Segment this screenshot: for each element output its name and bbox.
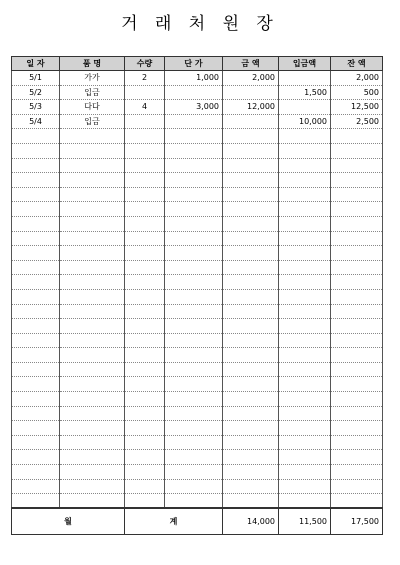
total-amount: 14,000 xyxy=(223,508,279,534)
empty-cell xyxy=(60,275,125,290)
empty-cell xyxy=(279,450,331,465)
cell-deposit: 1,500 xyxy=(279,85,331,100)
empty-cell xyxy=(12,406,60,421)
total-balance: 17,500 xyxy=(331,508,383,534)
cell-date: 5/1 xyxy=(12,71,60,86)
empty-table-row xyxy=(12,304,383,319)
empty-cell xyxy=(279,202,331,217)
empty-cell xyxy=(125,362,165,377)
empty-table-row xyxy=(12,435,383,450)
cell-amount xyxy=(223,114,279,129)
empty-cell xyxy=(223,246,279,261)
empty-cell xyxy=(125,465,165,480)
empty-table-row xyxy=(12,289,383,304)
empty-table-row xyxy=(12,494,383,509)
empty-cell xyxy=(12,362,60,377)
empty-table-row xyxy=(12,158,383,173)
empty-cell xyxy=(12,494,60,509)
empty-cell xyxy=(125,435,165,450)
empty-cell xyxy=(60,435,125,450)
empty-cell xyxy=(12,129,60,144)
empty-cell xyxy=(125,479,165,494)
empty-cell xyxy=(165,406,223,421)
empty-cell xyxy=(279,158,331,173)
cell-date: 5/3 xyxy=(12,100,60,115)
cell-balance: 500 xyxy=(331,85,383,100)
empty-cell xyxy=(125,494,165,509)
empty-cell xyxy=(223,319,279,334)
empty-cell xyxy=(60,129,125,144)
cell-deposit xyxy=(279,71,331,86)
empty-table-row xyxy=(12,421,383,436)
empty-cell xyxy=(12,216,60,231)
empty-table-row xyxy=(12,275,383,290)
empty-cell xyxy=(279,421,331,436)
header-deposit: 입금액 xyxy=(279,57,331,71)
empty-table-row xyxy=(12,216,383,231)
cell-deposit xyxy=(279,100,331,115)
empty-table-row xyxy=(12,348,383,363)
empty-cell xyxy=(279,304,331,319)
empty-cell xyxy=(331,202,383,217)
empty-table-row xyxy=(12,319,383,334)
empty-cell xyxy=(223,260,279,275)
empty-cell xyxy=(165,231,223,246)
header-date: 일 자 xyxy=(12,57,60,71)
empty-cell xyxy=(279,435,331,450)
empty-cell xyxy=(223,450,279,465)
empty-cell xyxy=(12,260,60,275)
empty-cell xyxy=(223,216,279,231)
empty-cell xyxy=(223,406,279,421)
empty-cell xyxy=(223,289,279,304)
empty-cell xyxy=(125,392,165,407)
cell-date: 5/2 xyxy=(12,85,60,100)
ledger-table xyxy=(11,56,383,535)
empty-table-row xyxy=(12,465,383,480)
empty-cell xyxy=(279,392,331,407)
empty-cell xyxy=(12,319,60,334)
empty-cell xyxy=(165,246,223,261)
empty-cell xyxy=(331,392,383,407)
empty-cell xyxy=(12,348,60,363)
empty-cell xyxy=(165,304,223,319)
empty-cell xyxy=(279,187,331,202)
empty-cell xyxy=(331,187,383,202)
cell-amount: 12,000 xyxy=(223,100,279,115)
empty-cell xyxy=(60,406,125,421)
empty-cell xyxy=(165,362,223,377)
cell-deposit: 10,000 xyxy=(279,114,331,129)
empty-cell xyxy=(331,435,383,450)
empty-cell xyxy=(125,377,165,392)
empty-cell xyxy=(223,202,279,217)
empty-cell xyxy=(165,187,223,202)
empty-cell xyxy=(165,289,223,304)
empty-cell xyxy=(331,158,383,173)
empty-cell xyxy=(165,392,223,407)
empty-cell xyxy=(279,246,331,261)
empty-cell xyxy=(60,143,125,158)
empty-cell xyxy=(331,406,383,421)
empty-cell xyxy=(125,406,165,421)
empty-cell xyxy=(331,465,383,480)
empty-cell xyxy=(331,143,383,158)
total-label-sum: 계 xyxy=(125,508,223,534)
empty-table-row xyxy=(12,450,383,465)
cell-unit-price xyxy=(165,114,223,129)
empty-table-row xyxy=(12,246,383,261)
empty-cell xyxy=(60,289,125,304)
empty-cell xyxy=(60,479,125,494)
empty-cell xyxy=(223,392,279,407)
empty-cell xyxy=(12,275,60,290)
empty-cell xyxy=(60,260,125,275)
empty-cell xyxy=(331,246,383,261)
empty-cell xyxy=(12,173,60,188)
empty-cell xyxy=(165,377,223,392)
empty-cell xyxy=(125,173,165,188)
empty-cell xyxy=(223,479,279,494)
cell-quantity xyxy=(125,114,165,129)
empty-table-row xyxy=(12,333,383,348)
empty-cell xyxy=(331,333,383,348)
total-row xyxy=(12,508,383,534)
total-label-month: 월 xyxy=(12,508,125,534)
empty-cell xyxy=(60,319,125,334)
cell-quantity: 2 xyxy=(125,71,165,86)
empty-cell xyxy=(60,392,125,407)
empty-cell xyxy=(60,348,125,363)
empty-cell xyxy=(279,362,331,377)
empty-cell xyxy=(60,333,125,348)
cell-item: 다다 xyxy=(60,100,125,115)
empty-cell xyxy=(165,275,223,290)
table-row xyxy=(12,114,383,129)
empty-cell xyxy=(331,421,383,436)
empty-cell xyxy=(165,494,223,509)
empty-cell xyxy=(223,187,279,202)
empty-cell xyxy=(331,377,383,392)
empty-cell xyxy=(223,435,279,450)
empty-cell xyxy=(279,348,331,363)
empty-cell xyxy=(331,173,383,188)
empty-cell xyxy=(125,187,165,202)
table-row xyxy=(12,71,383,86)
empty-cell xyxy=(279,260,331,275)
empty-cell xyxy=(223,304,279,319)
empty-table-row xyxy=(12,202,383,217)
empty-cell xyxy=(60,158,125,173)
empty-cell xyxy=(12,392,60,407)
empty-cell xyxy=(12,333,60,348)
empty-cell xyxy=(223,275,279,290)
empty-cell xyxy=(60,304,125,319)
cell-amount xyxy=(223,85,279,100)
empty-cell xyxy=(279,216,331,231)
empty-cell xyxy=(60,494,125,509)
empty-cell xyxy=(331,260,383,275)
empty-cell xyxy=(125,129,165,144)
empty-cell xyxy=(279,275,331,290)
empty-cell xyxy=(331,275,383,290)
empty-table-row xyxy=(12,362,383,377)
empty-cell xyxy=(279,465,331,480)
empty-cell xyxy=(125,231,165,246)
empty-cell xyxy=(223,362,279,377)
empty-cell xyxy=(223,173,279,188)
empty-cell xyxy=(279,129,331,144)
empty-cell xyxy=(12,143,60,158)
empty-table-row xyxy=(12,173,383,188)
empty-table-row xyxy=(12,143,383,158)
empty-cell xyxy=(125,275,165,290)
empty-cell xyxy=(12,231,60,246)
empty-table-row xyxy=(12,479,383,494)
empty-table-row xyxy=(12,129,383,144)
empty-table-row xyxy=(12,392,383,407)
empty-cell xyxy=(12,187,60,202)
cell-quantity: 4 xyxy=(125,100,165,115)
empty-cell xyxy=(279,479,331,494)
empty-cell xyxy=(60,421,125,436)
header-amount: 금 액 xyxy=(223,57,279,71)
header-unit-price: 단 가 xyxy=(165,57,223,71)
empty-cell xyxy=(279,333,331,348)
empty-cell xyxy=(12,465,60,480)
cell-unit-price xyxy=(165,85,223,100)
cell-item: 입금 xyxy=(60,85,125,100)
empty-cell xyxy=(223,129,279,144)
empty-cell xyxy=(223,231,279,246)
empty-cell xyxy=(331,231,383,246)
empty-cell xyxy=(165,435,223,450)
empty-cell xyxy=(60,216,125,231)
table-row xyxy=(12,85,383,100)
empty-cell xyxy=(60,187,125,202)
empty-cell xyxy=(60,246,125,261)
empty-cell xyxy=(331,450,383,465)
empty-cell xyxy=(125,289,165,304)
table-row xyxy=(12,100,383,115)
empty-cell xyxy=(279,494,331,509)
empty-cell xyxy=(165,216,223,231)
cell-unit-price: 1,000 xyxy=(165,71,223,86)
empty-cell xyxy=(12,202,60,217)
empty-cell xyxy=(331,479,383,494)
empty-cell xyxy=(165,421,223,436)
cell-unit-price: 3,000 xyxy=(165,100,223,115)
empty-cell xyxy=(125,304,165,319)
empty-cell xyxy=(331,289,383,304)
empty-cell xyxy=(125,333,165,348)
empty-cell xyxy=(12,289,60,304)
cell-quantity xyxy=(125,85,165,100)
empty-cell xyxy=(279,289,331,304)
empty-cell xyxy=(331,348,383,363)
empty-cell xyxy=(331,216,383,231)
empty-cell xyxy=(12,246,60,261)
empty-cell xyxy=(223,333,279,348)
empty-cell xyxy=(60,202,125,217)
empty-cell xyxy=(331,129,383,144)
cell-balance: 12,500 xyxy=(331,100,383,115)
empty-cell xyxy=(165,465,223,480)
empty-cell xyxy=(12,435,60,450)
empty-cell xyxy=(279,143,331,158)
empty-cell xyxy=(165,450,223,465)
empty-cell xyxy=(12,158,60,173)
empty-cell xyxy=(165,158,223,173)
empty-cell xyxy=(60,231,125,246)
empty-cell xyxy=(12,304,60,319)
empty-table-row xyxy=(12,231,383,246)
empty-cell xyxy=(60,362,125,377)
empty-cell xyxy=(125,246,165,261)
empty-cell xyxy=(331,494,383,509)
empty-cell xyxy=(165,173,223,188)
page-title: 거 래 처 원 장 xyxy=(121,14,279,34)
empty-cell xyxy=(223,465,279,480)
header-balance: 잔 액 xyxy=(331,57,383,71)
cell-item: 입금 xyxy=(60,114,125,129)
empty-cell xyxy=(125,216,165,231)
empty-table-row xyxy=(12,406,383,421)
empty-cell xyxy=(165,260,223,275)
header-row xyxy=(12,57,383,71)
empty-cell xyxy=(331,304,383,319)
empty-cell xyxy=(125,143,165,158)
empty-cell xyxy=(12,421,60,436)
cell-balance: 2,500 xyxy=(331,114,383,129)
empty-cell xyxy=(60,173,125,188)
empty-cell xyxy=(12,450,60,465)
empty-cell xyxy=(223,377,279,392)
empty-cell xyxy=(223,348,279,363)
cell-date: 5/4 xyxy=(12,114,60,129)
empty-table-row xyxy=(12,187,383,202)
empty-cell xyxy=(165,333,223,348)
empty-cell xyxy=(279,231,331,246)
total-deposit: 11,500 xyxy=(279,508,331,534)
empty-table-row xyxy=(12,260,383,275)
header-quantity: 수량 xyxy=(125,57,165,71)
empty-cell xyxy=(165,348,223,363)
empty-cell xyxy=(223,158,279,173)
empty-cell xyxy=(331,319,383,334)
empty-cell xyxy=(279,319,331,334)
empty-cell xyxy=(165,479,223,494)
header-item: 품 명 xyxy=(60,57,125,71)
empty-cell xyxy=(12,479,60,494)
cell-balance: 2,000 xyxy=(331,71,383,86)
empty-cell xyxy=(223,143,279,158)
empty-cell xyxy=(125,202,165,217)
empty-cell xyxy=(165,202,223,217)
empty-cell xyxy=(125,158,165,173)
empty-cell xyxy=(125,260,165,275)
empty-cell xyxy=(331,362,383,377)
empty-cell xyxy=(12,377,60,392)
empty-cell xyxy=(279,173,331,188)
empty-cell xyxy=(60,465,125,480)
empty-cell xyxy=(165,129,223,144)
empty-cell xyxy=(60,377,125,392)
empty-cell xyxy=(279,406,331,421)
empty-cell xyxy=(165,319,223,334)
empty-cell xyxy=(125,319,165,334)
cell-item: 가가 xyxy=(60,71,125,86)
empty-cell xyxy=(125,348,165,363)
empty-cell xyxy=(223,421,279,436)
empty-cell xyxy=(165,143,223,158)
cell-amount: 2,000 xyxy=(223,71,279,86)
empty-cell xyxy=(125,450,165,465)
empty-cell xyxy=(125,421,165,436)
empty-cell xyxy=(223,494,279,509)
empty-cell xyxy=(279,377,331,392)
empty-cell xyxy=(60,450,125,465)
empty-table-row xyxy=(12,377,383,392)
